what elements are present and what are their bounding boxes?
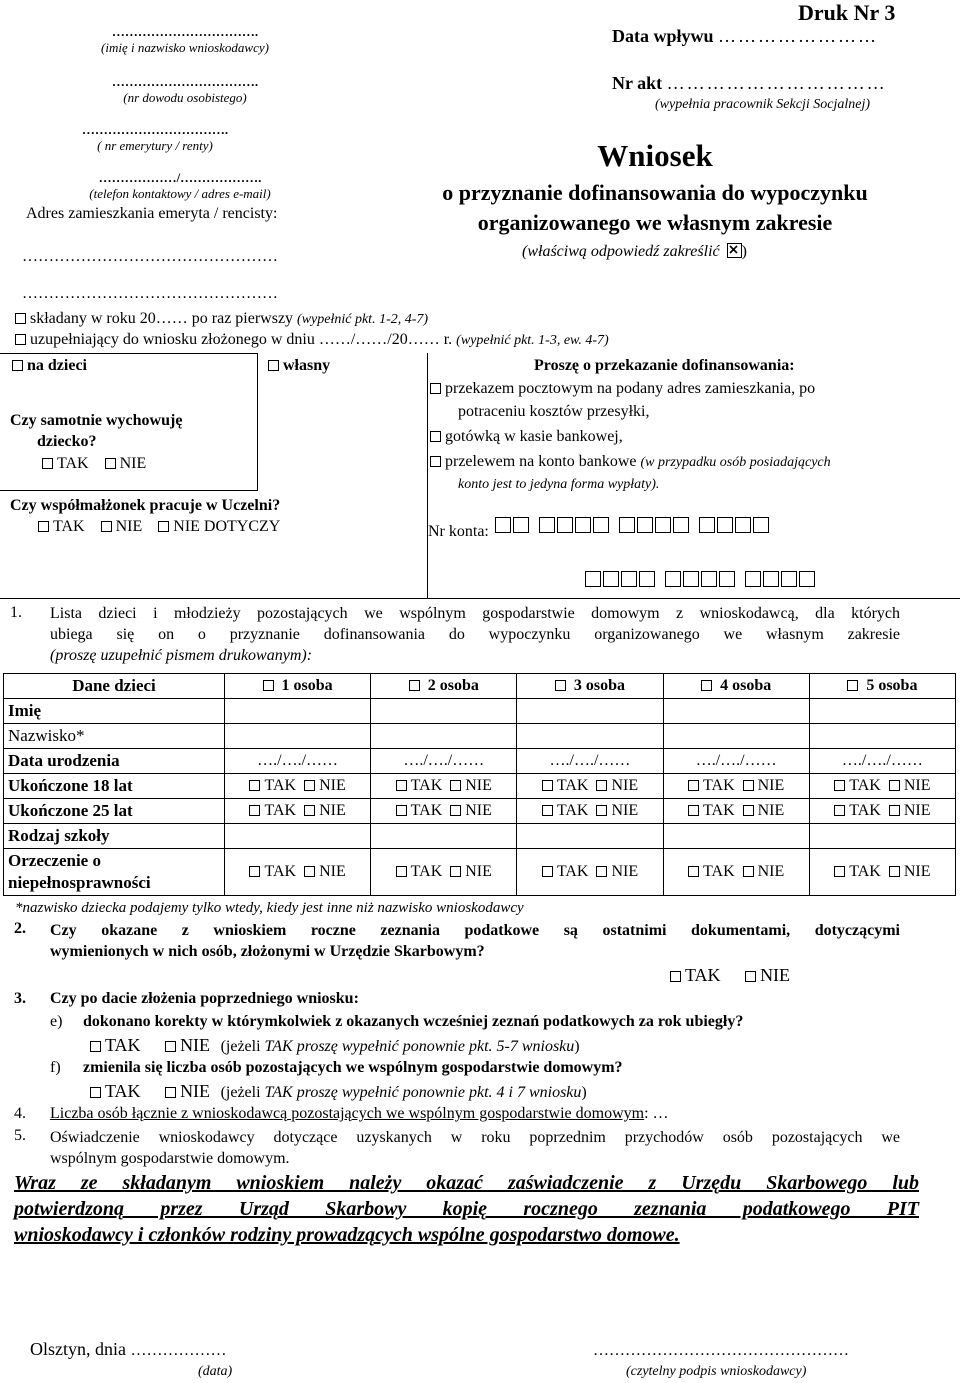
tak-label: TAK — [685, 965, 721, 985]
birthdate-cell[interactable]: …./…./…… — [809, 749, 955, 774]
instruction-close: ) — [741, 243, 747, 260]
payment-title: Proszę o przekazanie dofinansowania: — [534, 357, 795, 374]
checkbox-icon[interactable] — [701, 680, 712, 691]
address-label: Adres zamieszkania emeryta / rencisty: — [26, 205, 278, 222]
notice-text — [14, 1170, 919, 1248]
nie-label: NIE — [611, 802, 639, 819]
checkbox-icon[interactable] — [304, 805, 315, 816]
section-5-number: 5. — [14, 1127, 26, 1144]
row-label-disability: Orzeczenie o niepełnosprawności — [4, 849, 225, 896]
tak-label: TAK — [410, 777, 443, 794]
nie-label: NIE — [180, 1081, 211, 1101]
checkbox-icon[interactable] — [165, 1041, 176, 1052]
nie-label: NIE — [115, 518, 143, 535]
tak-label: TAK — [264, 802, 297, 819]
section-4-number: 4. — [14, 1105, 26, 1122]
section-3-text: Czy po dacie złożenia poprzedniego wniosku: — [50, 990, 359, 1007]
notice-line-3: wnioskodawcy i członków rodziny prowadzących wspólne gospodarstwo domowe. — [14, 1224, 680, 1246]
notice-line-2: potwierdzoną przez Urząd Skarbowy kopię rocznego zeznania podatkowego PIT — [14, 1198, 919, 1220]
form-number: Druk Nr 3 — [798, 0, 896, 25]
checkbox-icon[interactable] — [889, 780, 900, 791]
nie-label: NIE — [180, 1035, 211, 1055]
date-dots[interactable]: ……………… — [130, 1342, 227, 1359]
tak-label: TAK — [57, 455, 89, 472]
nie-label: NIE — [611, 863, 639, 880]
submission-first-text: składany w roku 20…… po raz pierwszy — [30, 310, 294, 327]
form-title: Wniosek — [597, 138, 713, 173]
submission-first-note: (wypełnić pkt. 1-2, 4-7) — [297, 312, 429, 327]
payment-postal-text: przekazem pocztowym na podany adres zamieszkania, po — [445, 380, 816, 397]
id-label: (nr dowodu osobistego) — [123, 90, 247, 105]
payment-cash[interactable] — [430, 428, 623, 446]
checkbox-icon[interactable] — [396, 805, 407, 816]
address-dots-1[interactable]: ………………………………………… — [22, 248, 278, 265]
section-2-number: 2. — [14, 920, 26, 937]
checkbox-icon[interactable] — [101, 521, 112, 532]
nie-label: NIE — [757, 863, 785, 880]
row-label-imie: Imię — [4, 699, 225, 724]
phone-email-field[interactable] — [10, 170, 350, 202]
nie-label: NIE — [465, 863, 492, 880]
nie-label: NIE — [757, 802, 785, 819]
checkbox-icon[interactable] — [847, 680, 858, 691]
table-row — [4, 774, 956, 799]
checkbox-icon[interactable] — [834, 780, 845, 791]
tak-label: TAK — [849, 863, 881, 880]
tak-label: TAK — [410, 802, 443, 819]
payment-postal-cont: potraceniu kosztów przesyłki, — [458, 403, 650, 420]
checkbox-icon[interactable] — [409, 680, 420, 691]
id-dots: ……………………………. — [111, 74, 259, 89]
account-number-row-2[interactable] — [585, 571, 817, 590]
section-3-f-note: (jeżeli TAK proszę wypełnić ponownie pkt. 4 i 7 wniosku) — [220, 1084, 587, 1101]
section-1-line-3: (proszę uzupełnić pismem drukowanym): — [50, 647, 313, 664]
tak-label: TAK — [703, 777, 735, 794]
birthdate-cell[interactable]: …./…./…… — [371, 749, 517, 774]
table-row — [4, 824, 956, 849]
checkbox-icon[interactable] — [670, 971, 681, 982]
yes-no-cell[interactable] — [809, 799, 955, 824]
section-1-text — [50, 603, 900, 666]
checkbox-icon[interactable] — [268, 360, 279, 371]
checkbox-icon[interactable] — [304, 866, 315, 877]
checkbox-icon[interactable] — [450, 866, 461, 877]
payment-transfer-note-2: konto jest to jedyna forma wypłaty). — [458, 477, 660, 492]
row-label-u18: Ukończone 18 lat — [4, 774, 225, 799]
section-4-text: Liczba osób łącznie z wnioskodawcą pozostających we wspólnym gospodarstwie domowym: … — [50, 1105, 669, 1122]
checkbox-icon[interactable] — [596, 805, 607, 816]
signature-label: (czytelny podpis wnioskodawcy) — [626, 1364, 807, 1379]
file-number-dots[interactable]: …………………………… — [666, 73, 887, 93]
yes-no-cell[interactable] — [225, 799, 371, 824]
pension-dots: ……………………………. — [81, 122, 229, 137]
tak-label: TAK — [703, 863, 735, 880]
file-number-text: Nr akt — [612, 73, 663, 93]
yes-no-cell[interactable] — [517, 774, 663, 799]
spouse-question: Czy współmałżonek pracuje w Uczelni? — [10, 497, 281, 514]
city-label: Olsztyn, dnia — [30, 1339, 126, 1359]
person-4-header[interactable]: 4 osoba — [663, 674, 809, 699]
phone-label: (telefon kontaktowy / adres e-mail) — [89, 186, 271, 201]
nie-label: NIE — [757, 777, 785, 794]
checkbox-icon[interactable] — [834, 866, 845, 877]
section-2-line-2: wymienionych w nich osób, złożonymi w Urzędzie Skarbowym? — [50, 943, 485, 960]
tak-label: TAK — [703, 802, 735, 819]
yes-no-cell[interactable] — [517, 849, 663, 896]
tak-label: TAK — [264, 863, 297, 880]
section-2-line-1: Czy okazane z wnioskiem roczne zeznania podatkowe są ostatnimi dokumentami, dotyczącymi — [50, 922, 900, 939]
notice-line-1: Wraz ze składanym wnioskiem należy okazać zaświadczenie z Urzędu Skarbowego lub — [14, 1172, 919, 1194]
checkbox-icon[interactable] — [396, 866, 407, 877]
checkbox-icon[interactable] — [15, 334, 26, 345]
nie-label: NIE — [319, 802, 346, 819]
checkbox-icon[interactable] — [158, 521, 169, 532]
nie-label: NIE — [760, 965, 791, 985]
form-instruction — [522, 243, 747, 261]
yes-no-cell[interactable] — [371, 774, 517, 799]
yes-no-cell[interactable] — [225, 774, 371, 799]
yes-no-cell[interactable] — [371, 849, 517, 896]
receipt-date-text: Data wpływu — [612, 26, 714, 46]
single-parent-answers[interactable] — [42, 455, 158, 473]
pension-number-field[interactable] — [0, 122, 330, 154]
section-1-number: 1. — [10, 604, 22, 621]
tak-label: TAK — [849, 802, 881, 819]
checkbox-icon[interactable] — [450, 805, 461, 816]
type-children[interactable] — [12, 357, 87, 375]
person-5-header[interactable]: 5 osoba — [809, 674, 955, 699]
checkbox-icon[interactable] — [165, 1087, 176, 1098]
section-5-line-2: wspólnym gospodarstwie domowym. — [50, 1150, 290, 1167]
checkbox-icon[interactable] — [249, 780, 260, 791]
section-5-line-1: Oświadczenie wnioskodawcy dotyczące uzyskanych w roku poprzednim przychodów osób pozostających we — [50, 1129, 900, 1146]
checkbox-icon[interactable] — [304, 780, 315, 791]
type-column — [0, 353, 428, 599]
payment-transfer-text: przelewem na konto bankowe — [445, 453, 637, 470]
yes-no-cell[interactable] — [809, 774, 955, 799]
section-1-line-2: ubiega się on o przyznanie dofinansowania do wypoczynku organizowanego we własnym zakresie — [50, 626, 900, 643]
tak-label: TAK — [105, 1081, 141, 1101]
nie-dotyczy-label: NIE DOTYCZY — [173, 518, 281, 535]
nie-label: NIE — [611, 777, 639, 794]
instruction-text: (właściwą odpowiedź zakreślić — [522, 243, 720, 260]
payment-transfer-note: (w przypadku osób posiadających — [640, 455, 831, 470]
tak-label: TAK — [53, 518, 85, 535]
checkbox-icon[interactable] — [38, 521, 49, 532]
tak-label: TAK — [410, 863, 443, 880]
checkbox-icon[interactable] — [745, 971, 756, 982]
receipt-date-dots[interactable]: …………………… — [718, 26, 879, 46]
nie-label: NIE — [119, 455, 147, 472]
pension-label: ( nr emerytury / renty) — [97, 138, 213, 153]
date-label: (data) — [198, 1364, 233, 1379]
section-3-f-label: f) — [50, 1059, 61, 1076]
row-label-school: Rodzaj szkoły — [4, 824, 225, 849]
checkbox-icon[interactable] — [542, 780, 553, 791]
name-dots: ……………………………. — [111, 24, 259, 39]
payment-cash-text: gotówką w kasie bankowej, — [445, 428, 623, 445]
submission-supplement-text: uzupełniający do wniosku złożonego w dniu ……/……/20…… r. — [30, 331, 453, 348]
section-2-text — [50, 920, 900, 962]
nie-label: NIE — [319, 777, 346, 794]
birthdate-cell[interactable]: …./…./…… — [663, 749, 809, 774]
payment-transfer[interactable] — [430, 453, 831, 471]
checkbox-icon[interactable] — [542, 866, 553, 877]
yes-no-cell[interactable] — [663, 774, 809, 799]
signature-dots[interactable]: ………………………………………… — [593, 1342, 849, 1359]
section-3-e-note: (jeżeli TAK proszę wypełnić ponownie pkt. 5-7 wniosku) — [220, 1038, 580, 1055]
yes-no-cell[interactable] — [663, 849, 809, 896]
nie-label: NIE — [903, 777, 931, 794]
section-1-line-1: Lista dzieci i młodzieży pozostających we wspólnym gospodarstwie domowym z wnioskodawcą, dla których — [50, 605, 900, 622]
file-number-label — [612, 73, 887, 94]
birthdate-cell[interactable]: …./…./…… — [517, 749, 663, 774]
yes-no-cell[interactable] — [225, 849, 371, 896]
checkbox-icon[interactable] — [743, 780, 754, 791]
single-parent-question-2: dziecko? — [37, 433, 97, 450]
checkbox-icon[interactable] — [743, 866, 754, 877]
checkbox-icon[interactable] — [450, 780, 461, 791]
tak-label: TAK — [105, 1035, 141, 1055]
checkbox-icon[interactable] — [688, 780, 699, 791]
yes-no-cell[interactable] — [371, 799, 517, 824]
section-3-number: 3. — [14, 990, 26, 1007]
checkbox-icon[interactable] — [889, 805, 900, 816]
table-row — [4, 724, 956, 749]
id-number-field[interactable] — [10, 74, 360, 106]
table-row — [4, 749, 956, 774]
checkbox-icon[interactable] — [90, 1087, 101, 1098]
single-parent-question-1: Czy samotnie wychowuję — [10, 412, 183, 429]
checkbox-icon[interactable] — [90, 1041, 101, 1052]
checkbox-icon[interactable] — [834, 805, 845, 816]
tak-label: TAK — [849, 777, 881, 794]
checkbox-icon[interactable] — [688, 866, 699, 877]
nie-label: NIE — [903, 863, 931, 880]
children-table — [3, 673, 956, 896]
checkbox-icon[interactable] — [15, 313, 26, 324]
type-own-text: własny — [283, 357, 331, 374]
section-3-e-text: dokonano korekty w którymkolwiek z okazanych wcześniej zeznań podatkowych za rok ubiegły? — [83, 1013, 744, 1030]
checkbox-icon[interactable] — [889, 866, 900, 877]
tak-label: TAK — [556, 863, 589, 880]
nie-label: NIE — [465, 802, 492, 819]
section-3-f-text: zmienila się liczba osób pozostających we wspólnym gospodarstwie domowym? — [83, 1059, 623, 1076]
table-row — [4, 849, 956, 896]
payment-postal[interactable] — [430, 380, 815, 398]
row-label-u25: Ukończone 25 lat — [4, 799, 225, 824]
checkbox-icon[interactable] — [249, 805, 260, 816]
section-5-text — [50, 1127, 900, 1169]
row-label-nazwisko: Nazwisko* — [4, 724, 225, 749]
checkbox-icon[interactable] — [105, 458, 116, 469]
file-number-note: (wypełnia pracownik Sekcji Socjalnej) — [655, 97, 870, 112]
applicant-name-field[interactable] — [10, 24, 360, 56]
checkbox-icon[interactable] — [263, 680, 274, 691]
table-row — [4, 799, 956, 824]
checkbox-icon[interactable] — [42, 458, 53, 469]
person-2-header[interactable]: 2 osoba — [371, 674, 517, 699]
yes-no-cell[interactable] — [809, 849, 955, 896]
birthdate-cell[interactable]: …./…./…… — [225, 749, 371, 774]
yes-no-cell[interactable] — [517, 799, 663, 824]
nie-label: NIE — [465, 777, 492, 794]
spouse-answers[interactable] — [38, 518, 292, 536]
table-header-row — [4, 674, 956, 699]
submission-first[interactable] — [15, 310, 428, 328]
form-subtitle-2: organizowanego we własnym zakresie — [477, 210, 833, 235]
checkbox-icon[interactable] — [249, 866, 260, 877]
address-dots-2[interactable]: ………………………………………… — [22, 285, 278, 302]
tak-label: TAK — [556, 777, 589, 794]
crossed-box-icon — [727, 243, 742, 258]
tak-label: TAK — [556, 802, 589, 819]
checkbox-icon[interactable] — [542, 805, 553, 816]
checkbox-icon[interactable] — [430, 431, 441, 442]
checkbox-icon[interactable] — [555, 680, 566, 691]
row-label-birthdate: Data urodzenia — [4, 749, 225, 774]
nie-label: NIE — [319, 863, 346, 880]
type-children-text: na dzieci — [27, 357, 87, 374]
table-footnote: *nazwisko dziecka podajemy tylko wtedy, kiedy jest inne niż nazwisko wnioskodawcy — [15, 900, 524, 916]
checkbox-icon[interactable] — [430, 383, 441, 394]
footer-date[interactable] — [30, 1339, 227, 1360]
checkbox-icon[interactable] — [743, 805, 754, 816]
checkbox-icon[interactable] — [396, 780, 407, 791]
receipt-date-label — [612, 26, 878, 47]
account-number-label: Nr konta: — [428, 523, 489, 540]
checkbox-icon[interactable] — [688, 805, 699, 816]
section-2-answers[interactable] — [670, 965, 802, 986]
submission-supplement-note: (wypełnić pkt. 1-3, ew. 4-7) — [456, 333, 609, 348]
name-label: (imię i nazwisko wnioskodawcy) — [101, 40, 269, 55]
submission-supplement[interactable] — [15, 331, 609, 349]
tak-label: TAK — [264, 777, 297, 794]
type-own[interactable] — [268, 357, 330, 375]
person-3-header[interactable]: 3 osoba — [517, 674, 663, 699]
person-1-header[interactable]: 1 osoba — [225, 674, 371, 699]
yes-no-cell[interactable] — [663, 799, 809, 824]
checkbox-icon[interactable] — [12, 360, 23, 371]
phone-dots: ………………/………………. — [98, 170, 262, 185]
nie-label: NIE — [903, 802, 931, 819]
form-subtitle-1: o przyznanie dofinansowania do wypoczynku — [442, 180, 868, 205]
checkbox-icon[interactable] — [596, 866, 607, 877]
section-3-f-answers[interactable] — [90, 1081, 587, 1102]
checkbox-icon[interactable] — [430, 456, 441, 467]
checkbox-icon[interactable] — [596, 780, 607, 791]
section-3-e-label: e) — [50, 1013, 63, 1030]
section-3-e-answers[interactable] — [90, 1035, 580, 1056]
table-header: Dane dzieci — [4, 674, 225, 699]
table-row — [4, 699, 956, 724]
account-number-row-1[interactable] — [495, 517, 771, 536]
